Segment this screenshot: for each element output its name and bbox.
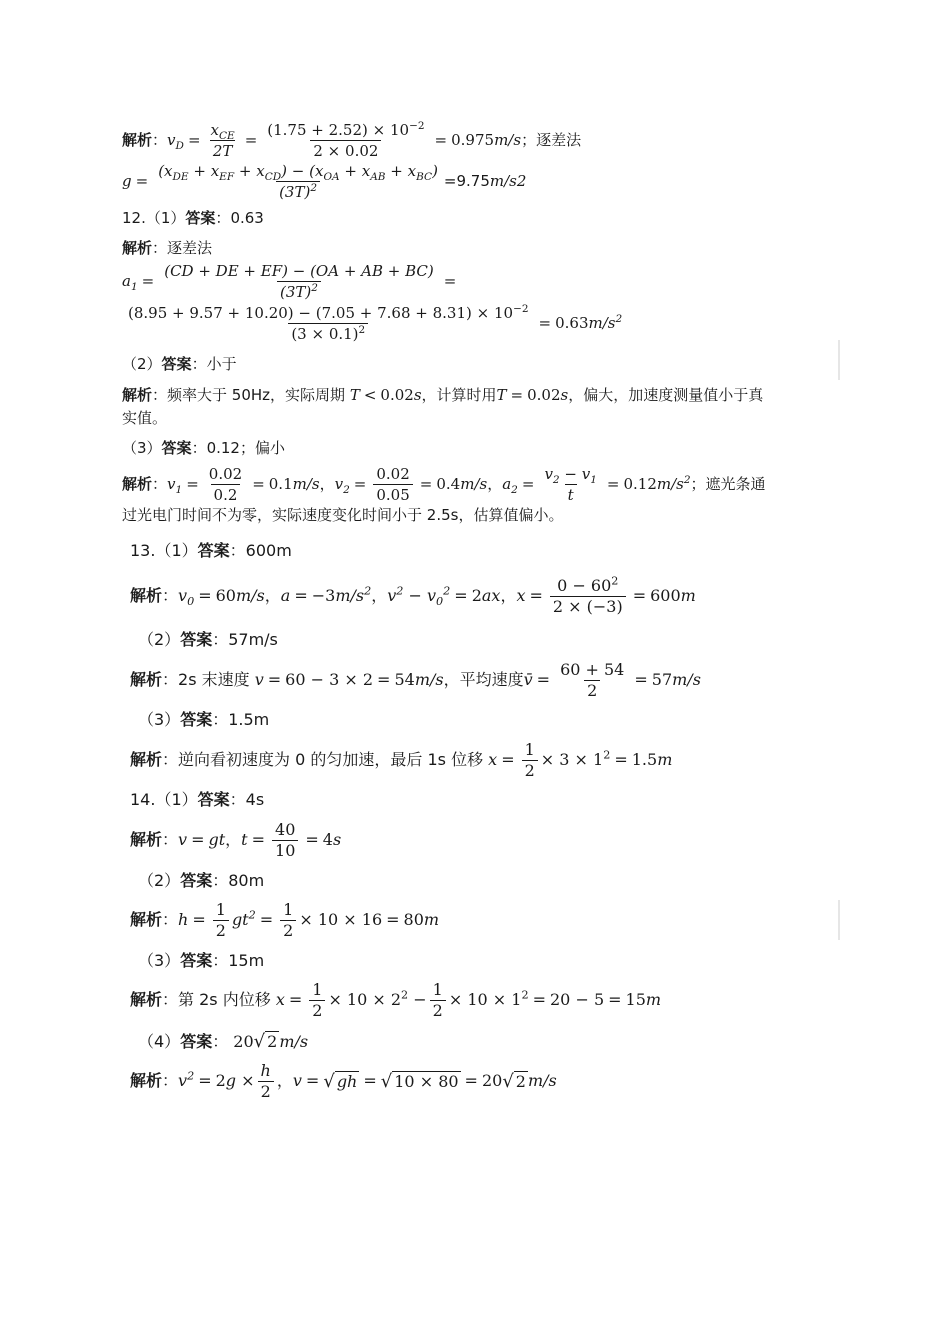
q11-explanation-vd: 解析 ： $v_D$ = $\frac{x_{CE}}{2T}$ = $\frac{(1.75 + 2.52) \times 10^{-2}}{2 \times 0.02}$ = 0.975 m/s ；逐差法 — [122, 119, 582, 160]
q13-part3-answer: （3） 答案 ： 1.5m — [138, 710, 270, 729]
q14-part4-explanation: 解析 ： $v^2$ = 2 g × $\frac{h}{2}$ ， v = √ gh = √ 10 × 80 = 20 √ 2 m/s — [130, 1060, 557, 1101]
q13-part1-explanation: 解析 ： $v_0$ = 60 m/s ， a = −3 $m/s^2$ ， $v^2 - v_0^2$ = 2 ax ， x = $\frac{0 - 60^2}{2 \times (-3)}$ = 600 m — [130, 574, 696, 616]
q13-part2-answer: （2） 答案 ： 57m/s — [138, 630, 278, 649]
q13-part3-explanation: 解析 ： 逆向看初速度为 0 的匀加速，最后 1s 位移 x = $\frac{1}{2}$ × $3 \times 1^2$ = 1.5 m — [130, 739, 673, 780]
q11-explanation-g: g = $\frac{(x_{DE} + x_{EF} + x_{CD}) - (x_{OA} + x_{AB} + x_{BC})}{(3T)^2}$ =9.75 m/s2 — [122, 161, 527, 201]
q12-part2-explanation-cont: 实值。 — [122, 409, 168, 427]
q14-part1-explanation: 解析 ： v = gt ， t = $\frac{40}{10}$ = 4 s — [130, 819, 342, 860]
q12-part2-explanation: 解析 ： 频率大于 50Hz，实际周期 T < 0.02 s ，计算时用 T = 0.02 s ，偏大，加速度测量值小于真 — [122, 386, 764, 404]
scan-edge-mark — [838, 900, 840, 940]
q14-part1-answer: 14. （1） 答案 ： 4s — [130, 790, 265, 809]
q13-part2-explanation: 解析 ： 2s 末速度 v = 60 − 3 × 2 = 54 m/s ，平均速度 v̄ = $\frac{60 + 54}{2}$ = 57 m/s — [130, 659, 701, 700]
q12-part1-answer: 12. （1） 答案 ： 0.63 — [122, 209, 264, 227]
q12-part3-explanation-cont: 过光电门时间不为零，实际速度变化时间小于 2.5s，估算值偏小。 — [122, 506, 564, 524]
q12-part3-answer: （3） 答案 ： 0.12；偏小 — [122, 439, 285, 457]
q14-part2-explanation: 解析 ： h = $\frac{1}{2}$ $gt^2$ = $\frac{1}{2}$ × 10 × 16 = 80 m — [130, 899, 440, 940]
q14-part2-answer: （2） 答案 ： 80m — [138, 871, 265, 890]
q14-part3-answer: （3） 答案 ： 15m — [138, 951, 265, 970]
q12-formula-a1-numeric: $\frac{(8.95 + 9.57 + 10.20) - (7.05 + 7.68 + 8.31) \times 10^{-2}}{(3 \times 0.1)^2}$ = 0.63 $m/s^2$ — [128, 302, 623, 343]
q12-part1-explanation: 解析 ： 逐差法 — [122, 239, 213, 257]
q14-part3-explanation: 解析 ： 第 2s 内位移 x = $\frac{1}{2}$ × $10 \times 2^2$ − $\frac{1}{2}$ × $10 \times 1^2$ = 20 − 5 = 15 m — [130, 979, 662, 1020]
q14-part4-answer: （4） 答案 ： 20 √ 2 m/s — [138, 1031, 309, 1052]
q13-part1-answer: 13. （1） 答案 ： 600m — [130, 541, 292, 560]
scan-edge-mark — [838, 340, 840, 380]
q12-formula-a1: $a_1$ = $\frac{(CD + DE + EF) - (OA + AB + BC)}{(3T)^2}$ = — [122, 261, 457, 301]
q12-part3-explanation: 解析 ： $v_1$ = $\frac{0.02}{0.2}$ = 0.1 m/s ， $v_2$ = $\frac{0.02}{0.05}$ = 0.4 m/s ， $a_2$ = $\frac{v_2 - v_1}{t}$ = 0.12 $m/s^2$ ；遮光条通 — [122, 464, 766, 504]
q12-part2-answer: （2） 答案 ： 小于 — [122, 355, 237, 373]
